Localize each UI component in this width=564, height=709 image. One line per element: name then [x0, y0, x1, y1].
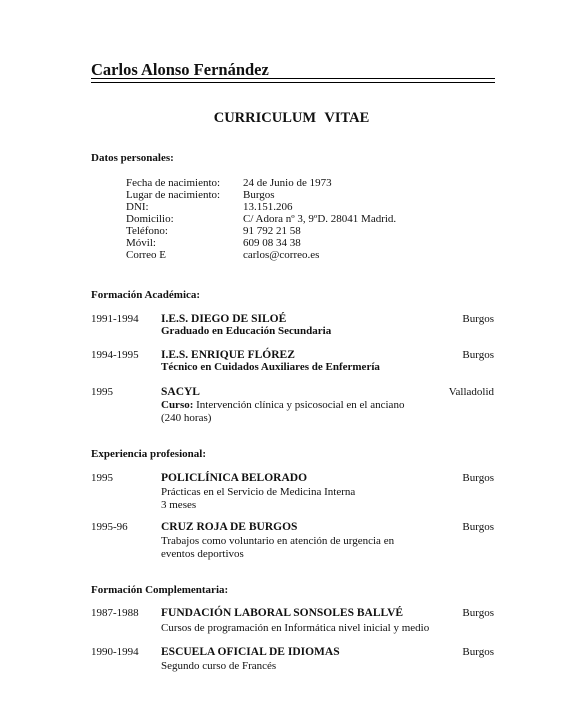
personal-value: Burgos: [243, 189, 275, 201]
personal-label: Móvil:: [126, 237, 156, 249]
entry-description: Segundo curso de Francés: [161, 660, 277, 672]
header-rule-thin: [91, 82, 495, 83]
entry-location: Burgos: [462, 313, 494, 325]
personal-label: Lugar de nacimiento:: [126, 189, 221, 201]
document-title: CURRICULUM VITAE: [213, 110, 370, 126]
entry-years: 1995: [91, 386, 113, 398]
entry-description: Prácticas en el Servicio de Medicina Interna: [161, 486, 356, 498]
personal-label: Correo E: [126, 249, 167, 261]
personal-label: DNI:: [126, 201, 149, 213]
header-rule-thick: [91, 78, 495, 79]
entry-years: 1995: [91, 472, 113, 484]
entry-years: 1987-1988: [91, 607, 139, 619]
entry-institution: FUNDACIÓN LABORAL SONSOLES BALLVÉ: [161, 607, 404, 619]
entry-description: Trabajos como voluntario en atención de urgencia en: [161, 535, 395, 547]
personal-label: Domicilio:: [126, 213, 174, 225]
personal-value: C/ Adora nº 3, 9ºD. 28041 Madrid.: [243, 213, 397, 225]
entry-institution: CRUZ ROJA DE BURGOS: [161, 521, 298, 533]
section-heading-complementary: Formación Complementaria:: [91, 584, 229, 596]
personal-value: 13.151.206: [243, 201, 293, 213]
entry-location: Burgos: [462, 349, 494, 361]
email-value: carlos@correo.es: [243, 249, 320, 261]
candidate-name: Carlos Alonso Fernández: [91, 60, 269, 79]
entry-institution: ESCUELA OFICIAL DE IDIOMAS: [161, 646, 340, 658]
course-label: Curso:: [161, 399, 194, 411]
entry-description: Graduado en Educación Secundaria: [161, 325, 332, 337]
entry-description: [161, 399, 461, 412]
entry-years: 1994-1995: [91, 349, 139, 361]
section-heading-experience: Experiencia profesional:: [91, 448, 206, 460]
entry-institution: SACYL: [161, 386, 200, 398]
course-text: Intervención clínica y psicosocial en el anciano: [193, 399, 405, 411]
entry-location: Burgos: [462, 472, 494, 484]
entry-institution: I.E.S. ENRIQUE FLÓREZ: [161, 349, 295, 361]
personal-label: Fecha de nacimiento:: [126, 177, 221, 189]
entry-location: Burgos: [462, 646, 494, 658]
entry-years: 1995-96: [91, 521, 128, 533]
entry-location: Valladolid: [448, 386, 494, 398]
entry-institution: I.E.S. DIEGO DE SILOÉ: [161, 313, 287, 325]
entry-years: 1991-1994: [91, 313, 139, 325]
entry-description-2: 3 meses: [161, 499, 197, 511]
entry-description-2: (240 horas): [161, 412, 212, 424]
personal-value: 24 de Junio de 1973: [243, 177, 332, 189]
entry-years: 1990-1994: [91, 646, 139, 658]
personal-label: Teléfono:: [126, 225, 168, 237]
entry-location: Burgos: [462, 521, 494, 533]
entry-description: Cursos de programación en Informática nivel inicial y medio: [161, 622, 430, 634]
section-heading-personal: Datos personales:: [91, 152, 174, 164]
entry-description: Técnico en Cuidados Auxiliares de Enfermería: [161, 361, 380, 373]
personal-value: 609 08 34 38: [243, 237, 301, 249]
entry-location: Burgos: [462, 607, 494, 619]
personal-value: 91 792 21 58: [243, 225, 301, 237]
entry-institution: POLICLÍNICA BELORADO: [161, 472, 308, 484]
section-heading-academic: Formación Académica:: [91, 289, 201, 301]
entry-description-2: eventos deportivos: [161, 548, 244, 560]
